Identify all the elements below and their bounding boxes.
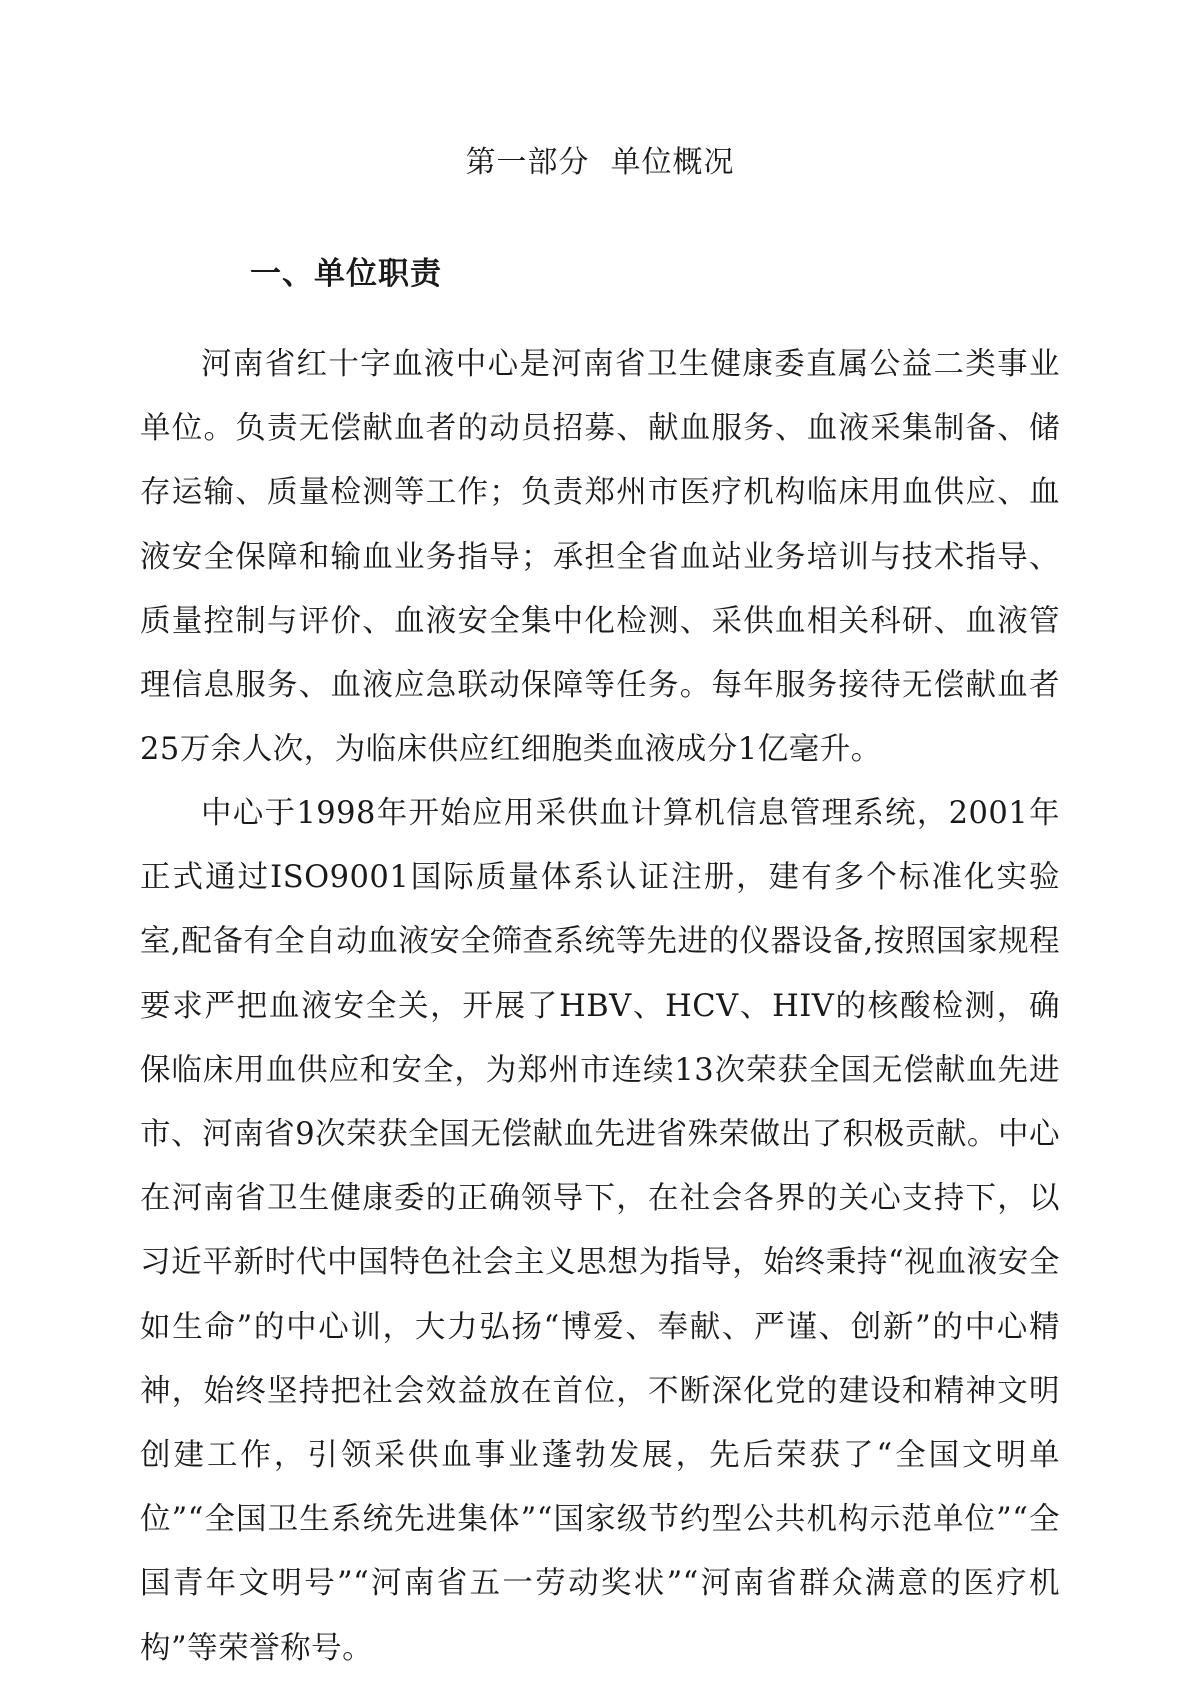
paragraph-history-honors: 中心于1998年开始应用采供血计算机信息管理系统，2001年正式通过ISO9001国际质量体系认证注册，建有多个标准化实验室,配备有全自动血液安全筛查系统等先进的仪器设备,按照国家规程要求严把血液安全关，开展了HBV、HCV、HIV的核酸检测，确保临床用血供应和安全，为郑州市连续13次荣获全国无偿献血先进市、河南省9次荣获全国无偿献血先进省殊荣做出了积极贡献。中心在河南省卫生健康委的正确领导下，在社会各界的关心支持下，以习近平新时代中国特色社会主义思想为指导，始终秉持“视血液安全如生命”的中心训，大力弘扬“博爱、奉献、严谨、创新”的中心精神，始终坚持把社会效益放在首位，不断深化党的建设和精神文明创建工作，引领采供血事业蓬勃发展，先后荣获了“全国文明单位”“全国卫生系统先进集体”“国家级节约型公共机构示范单位”“全国青年文明号”“河南省五一劳动奖状”“河南省群众满意的医疗机构”等荣誉称号。 bbox=[140, 796, 1060, 1666]
page-title: 第一部分 单位概况 bbox=[465, 145, 735, 180]
section-heading: 一、单位职责 bbox=[250, 256, 442, 292]
paragraph-responsibilities: 河南省红十字血液中心是河南省卫生健康委直属公益二类事业单位。负责无偿献血者的动员招募、献血服务、血液采集制备、储存运输、质量检测等工作；负责郑州市医疗机构临床用血供应、血液安全保障和输血业务指导；承担全省血站业务培训与技术指导、质量控制与评价、血液安全集中化检测、采供血相关科研、血液管理信息服务、血液应急联动保障等任务。每年服务接待无偿献血者25万余人次，为临床供应红细胞类血液成分1亿毫升。 bbox=[140, 347, 1060, 768]
